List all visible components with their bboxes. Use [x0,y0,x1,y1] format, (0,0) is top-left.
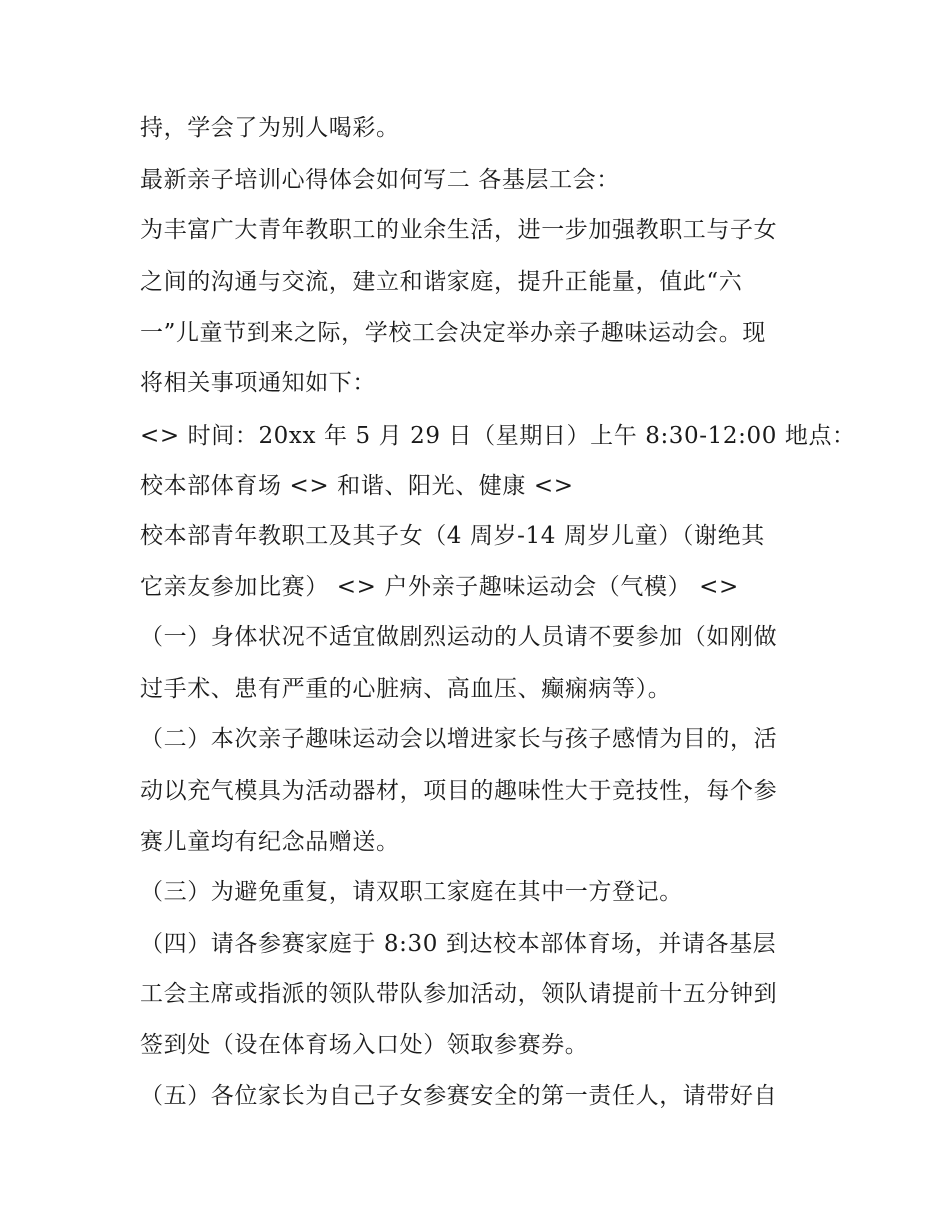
text-line: （五）各位家长为自己子女参赛安全的第一责任人，请带好自 [140,1083,778,1109]
text-line: （三）为避免重复，请双职工家庭在其中一方登记。 [140,879,683,905]
text-line: <> 时间：20xx 年 5 月 29 日（星期日）上午 8:30-12:00 地点： [140,423,856,449]
text-line: （一）身体状况不适宜做剧烈运动的人员请不要参加（如刚做 [140,624,778,650]
text-line: 签到处（设在体育场入口处）领取参赛券。 [140,1032,589,1058]
text-line: 一”儿童节到来之际，学校工会决定举办亲子趣味运动会。现 [140,320,766,346]
text-line: 持，学会了为别人喝彩。 [140,115,400,141]
section-heading: 最新亲子培训心得体会如何写二 各基层工会： [140,167,620,193]
text-line: （四）请各参赛家庭于 8:30 到达校本部体育场，并请各基层 [140,931,777,957]
text-line: （二）本次亲子趣味运动会以增进家长与孩子感情为目的，活 [140,726,778,752]
text-line: 赛儿童均有纪念品赠送。 [140,829,400,855]
text-line: 校本部体育场 <> 和谐、阳光、健康 <> [140,473,574,499]
text-line: 之间的沟通与交流，建立和谐家庭，提升正能量，值此“六 [140,269,743,295]
text-line: 工会主席或指派的领队带队参加活动，领队请提前十五分钟到 [140,981,778,1007]
text-line: 它亲友参加比赛） <> 户外亲子趣味运动会（气模） <> [140,574,739,600]
text-line: 过手术、患有严重的心脏病、高血压、癫痫病等）。 [140,676,672,702]
text-line: 动以充气模具为活动器材，项目的趣味性大于竞技性，每个参 [140,778,778,804]
text-line: 校本部青年教职工及其子女（4 周岁-14 周岁儿童）（谢绝其 [140,523,765,549]
text-line: 将相关事项通知如下： [140,370,376,396]
text-line: 为丰富广大青年教职工的业余生活，进一步加强教职工与子女 [140,217,778,243]
